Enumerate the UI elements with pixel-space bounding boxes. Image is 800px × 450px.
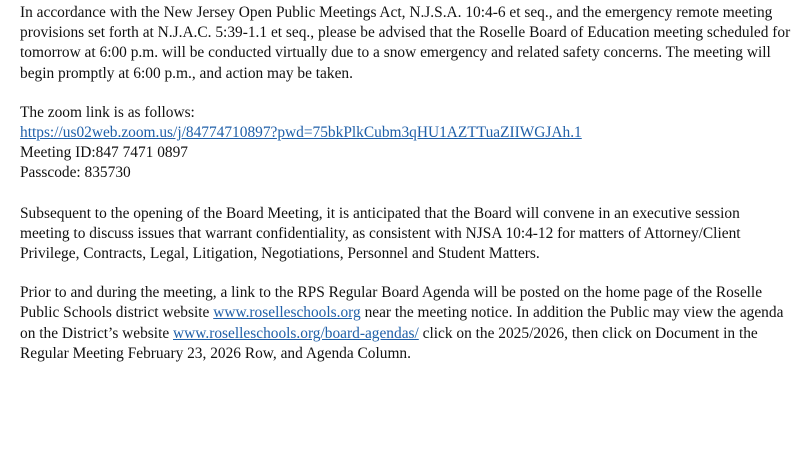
board-agendas-link[interactable]: www.roselleschools.org/board-agendas/: [173, 324, 419, 342]
district-website-link[interactable]: www.roselleschools.org: [213, 304, 361, 322]
meeting-id-text: Meeting ID:847 7471 0897: [20, 144, 188, 162]
agenda-info-paragraph: [20, 283, 792, 364]
opma-notice-paragraph: In accordance with the New Jersey Open Public Meetings Act, N.J.S.A. 10:4-6 et seq., and the emergency remote meeting provisions set forth at N.J.A.C. 5:39-1.1 et seq., please be advised that the Roselle Board of Education meeting scheduled for tomorrow at 6:00 p.m. will be conducted virtually due to a snow emergency and related safety concerns. The meeting will begin promptly at 6:00 p.m., and action may be taken.: [20, 4, 791, 82]
agenda-info-text-2: near the meeting notice. In addition the Public may view the agenda on the District’s website: [20, 304, 784, 342]
zoom-details-block: [20, 103, 792, 184]
meeting-notice-document: [20, 3, 792, 383]
zoom-intro-text: The zoom link is as follows:: [20, 103, 195, 121]
passcode-text: Passcode: 835730: [20, 164, 131, 182]
agenda-info-text-1: Prior to and during the meeting, a link to the RPS Regular Board Agenda will be posted on the home page of the Roselle Public Schools district website: [20, 284, 763, 322]
agenda-info-text-3: click on the 2025/2026, then click on Document in the Regular Meeting February 23, 2026 Row, and Agenda Column.: [20, 324, 758, 362]
zoom-meeting-link[interactable]: https://us02web.zoom.us/j/84774710897?pwd=75bkPlkCubm3qHU1AZTTuaZIIWGJAh.1: [20, 124, 582, 142]
executive-session-paragraph: Subsequent to the opening of the Board Meeting, it is anticipated that the Board will convene in an executive session meeting to discuss issues that warrant confidentiality, as consistent with NJSA 10:4-12 for matters of Attorney/Client Privilege, Contracts, Legal, Litigation, Negotiations, Personnel and Student Matters.: [20, 204, 741, 263]
